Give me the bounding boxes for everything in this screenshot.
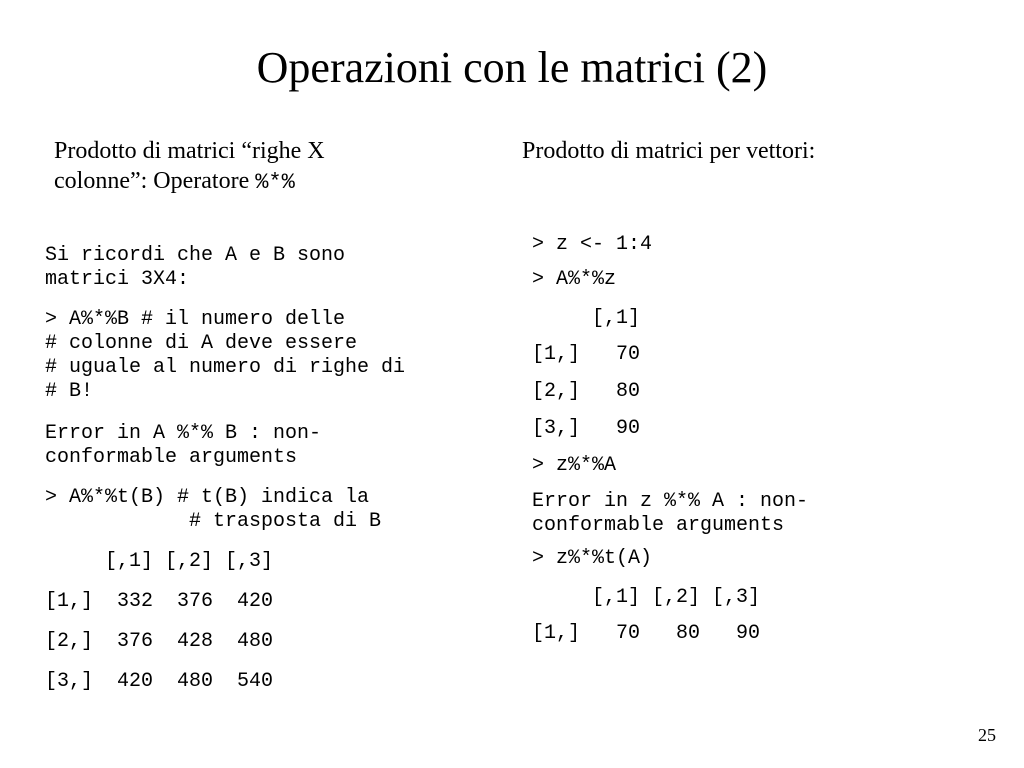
result-row-1: [1,] 70 80 90 [532,622,761,645]
result-header: [,1] [,2] [,3] [532,586,761,609]
operator-code: %*% [255,170,295,195]
right-column-heading: Prodotto di matrici per vettori: [522,138,816,164]
left-heading-line-2-text: colonne”: Operatore [54,168,256,194]
vector-row-2: [2,] 80 [532,380,641,403]
right-command-2: > A%*%z [532,268,617,291]
right-command-1: > z <- 1:4 [532,233,653,256]
vector-header: [,1] [532,307,641,330]
left-column-heading [54,136,325,198]
right-command-4: > z%*%t(A) [532,547,653,570]
left-command-2: > A%*%t(B) # t(B) indica la # trasposta di B [45,486,382,533]
matrix-note: Si ricordi che A e B sono matrici 3X4: [45,244,346,291]
matrix-row-3: [3,] 420 480 540 [45,670,274,693]
left-error-1: Error in A %*% B : non- conformable arguments [45,422,322,469]
vector-row-1: [1,] 70 [532,343,641,366]
slide-title: Operazioni con le matrici (2) [256,43,768,92]
right-command-3: > z%*%A [532,454,617,477]
matrix-row-1: [1,] 332 376 420 [45,590,274,613]
left-heading-line-1: Prodotto di matrici “righe X [54,138,325,164]
vector-row-3: [3,] 90 [532,417,641,440]
slide-number: 25 [978,725,996,745]
matrix-header: [,1] [,2] [,3] [45,550,274,573]
left-heading-line-2 [54,166,325,198]
right-error-1: Error in z %*% A : non- conformable arguments [532,490,809,537]
matrix-row-2: [2,] 376 428 480 [45,630,274,653]
left-command-1: > A%*%B # il numero delle # colonne di A deve essere # uguale al numero di righe di # B! [45,308,406,403]
